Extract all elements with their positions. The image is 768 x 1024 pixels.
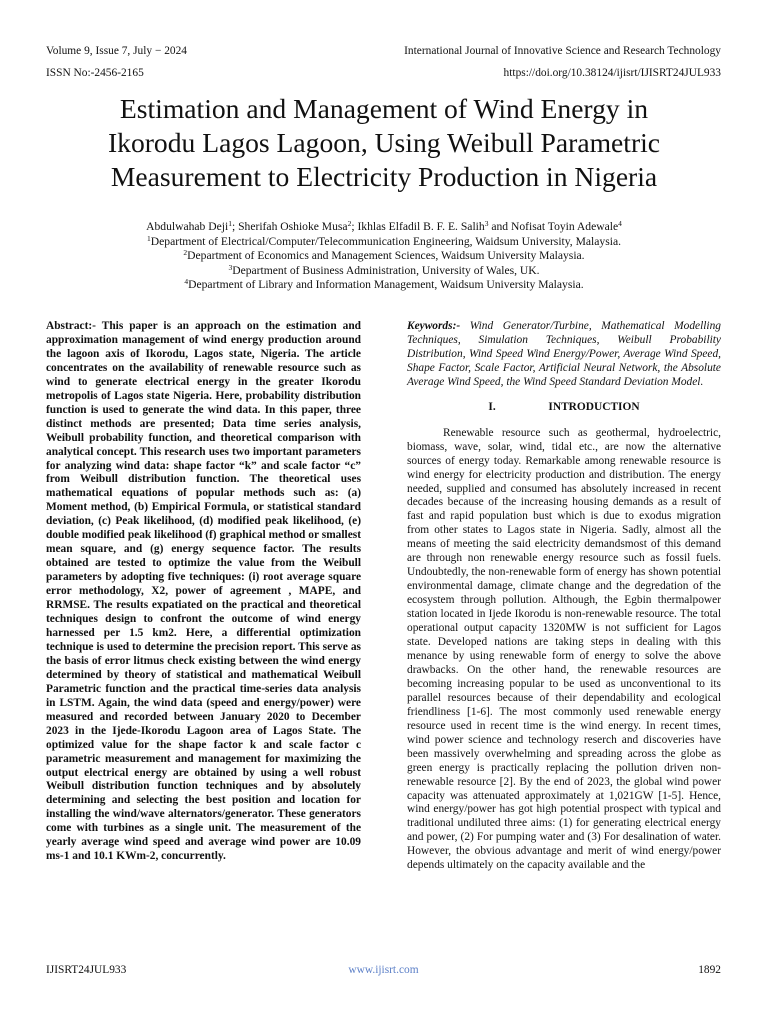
right-column [407, 320, 721, 873]
abstract-column [46, 320, 361, 864]
intro-paragraph: Renewable resource such as geothermal, hydroelectric, biomass, wave, solar, wind, tidal etc., are now the alternative sources of energy today. Remarkable among renewable resource is wind energy for electricity production and distribution. The energy needed, supplied and consumed has absolutely increased in recent decades because of the increasing housing demands as a result of fast and rapid population bust which is due to exodus migration from other states to Lagos state in Nigeria. Sadly, almost all the means of meeting the said electricity demandsmost of this demand are through non renewable energy resource such as fossil fuels. Undoubtedly, the non-renewable form of energy has shown potential environmental damage, climate change and the degredation of the ecosystem through pollution. Although, the Egbin thermalpower station located in Ijede Ikorodu is non-renewable resource. The total operational output capacity 1320MW is not sufficient for Lagos state. Developed nations are taking steps in dealing with this menance by using renewable form of energy to solve the above drawbacks. On the other hand, the renewable resources are becoming increasing popular to be used as unconventional to its parallel resources because of their dependability and ecological friendliness [1-6]. The most commonly used renewable energy resource used in recent time is the wind energy. In recent times, wind power science and technology reserch and discoveries have been massively overwhelming and spreading across the globe as green energy is practically replacing the pollution driven non-renewable resource [2]. By the end of 2023, the global wind power capacity was attenuated approximately at 1,021GW [1-5]. Hence, wind energy/power has got high potential prospect with typical and traditional undiluted three aims: (1) for generating electrical energy and power, (2) For pumping water and (3) For desalination of water. However, the obvious advantage and merit of wind energy/power depends ultimately on the capacity available and the [407, 426, 721, 872]
section-title: INTRODUCTION [548, 400, 640, 413]
section-number: I. [488, 400, 496, 413]
author-block [30, 220, 738, 293]
affiliation: $^3$Department of Business Administration, University of Wales, UK. [228, 262, 540, 277]
author-name: Abdulwahab Deji [146, 220, 229, 233]
issn: ISSN No:-2456-2165 [46, 67, 144, 79]
keywords [407, 320, 721, 390]
affiliation: $^1$Department of Electrical/Computer/Telecommunication Engineering, Waidsum University, Malaysia. [147, 233, 621, 248]
paper-title [30, 92, 738, 194]
title-line: Ikorodu Lagos Lagoon, Using Weibull Parametric [107, 127, 661, 158]
page-number: 1892 [698, 964, 721, 976]
title-line: Estimation and Management of Wind Energy in [119, 93, 649, 124]
abstract-text: Abstract:- This paper is an approach on the estimation and approximation management of wind energy production around the lagoon axis of Ikorodu, Lagos state, Nigeria. The article concentrates on the availability of renewable resource such as wind to generate electrical energy in the greater Ikorodu metropolis of Lagos state Nigeria. Here, probability distribution function is used to generate the wind data. In this paper, three distinct methods are presented; Data time series analysis, Weibull probability function, and theoretical comparison with analytical concept. This research uses two important parameters for analyzing wind data: shape factor “k” and scale factor “c” from Weibull distribution function. The theoretical uses mathematical equations of popular methods such as: (a) Moment method, (b) Empirical Formula, or statistical standard deviation, (c) Peak likelihood, (d) modified peak likelihood, (e) double modified peak likelihood (f) graphical method or smallest mean square, and (g) energy sequence factor. The results obtained are tested to optimize the value from the Weibull parameters by adopting five techniques: (i) root average square error methodology, X2, power of agreement , MAPE, and RRMSE. The results expatiated on the practical and theoretical techniques design to confront the outcome of wind energy harnessed per 1.5 km2. Here, a differential optimization technique is used to determine the precision report. This serve as the basis of error litmus check existing between the wind energy determined by theory of statistical and mathematical Weibull Parametric function and the practical time-series data analysis in LSTM. Again, the wind data (speed and energy/power) were measured and recorded between January 2020 to December 2023 in the Ijede-Ikorodu Lagoon area of Lagos State. The optimized value for the shape factor k and scale factor c parametric measurement and management for maximizing the output electrical energy are obtained by using a well robust Weibull distribution function techniques and by absolutely determining and selecting the best position and location for installing the wind/wave alternators/generator. These generators come with turbines as a single unit. The measurement of the yearly average wind speed and average wind power are 10.09 ms-1 and 10.1 KWm-2, concurrently. [46, 320, 361, 863]
website-link[interactable]: www.ijisrt.com [348, 964, 419, 976]
keywords-label: Keywords:- [407, 320, 461, 332]
author-name: ; Ikhlas Elfadil B. F. E. Salih [351, 220, 485, 233]
affiliation: $^4$Department of Library and Information Management, Waidsum University Malaysia. [184, 277, 584, 291]
affiliation: $^2$Department of Economics and Management Sciences, Waidsum University Malaysia. [183, 248, 585, 262]
journal-name: International Journal of Innovative Science and Research Technology [404, 45, 721, 57]
author-name: and Nofisat Toyin Adewale [488, 220, 619, 233]
section-heading [407, 401, 721, 415]
doi-link[interactable]: https://doi.org/10.38124/ijisrt/IJISRT24JUL933 [503, 67, 721, 79]
author-list: Abdulwahab Deji$^1$; Sherifah Oshioke Musa$^2$; Ikhlas Elfadil B. F. E. Salih$^3$ and Nofisat Toyin Adewale$^4$ [146, 219, 622, 233]
article-id: IJISRT24JUL933 [46, 964, 127, 976]
title-line: Measurement to Electricity Production in Nigeria [110, 161, 658, 192]
volume-issue: Volume 9, Issue 7, July − 2024 [46, 45, 188, 57]
author-name: ; Sherifah Oshioke Musa [231, 220, 348, 233]
keywords-text: Wind Generator/Turbine, Mathematical Modelling Techniques, Simulation Techniques, Weibull Probability Distribution, Wind Speed Wind Energy/Power, Average Wind Speed, Shape Factor, Scale Factor, Artificial Neural Network, the Absolute Average Wind Speed, the Wind Speed Standard Deviation Model. [407, 320, 721, 388]
